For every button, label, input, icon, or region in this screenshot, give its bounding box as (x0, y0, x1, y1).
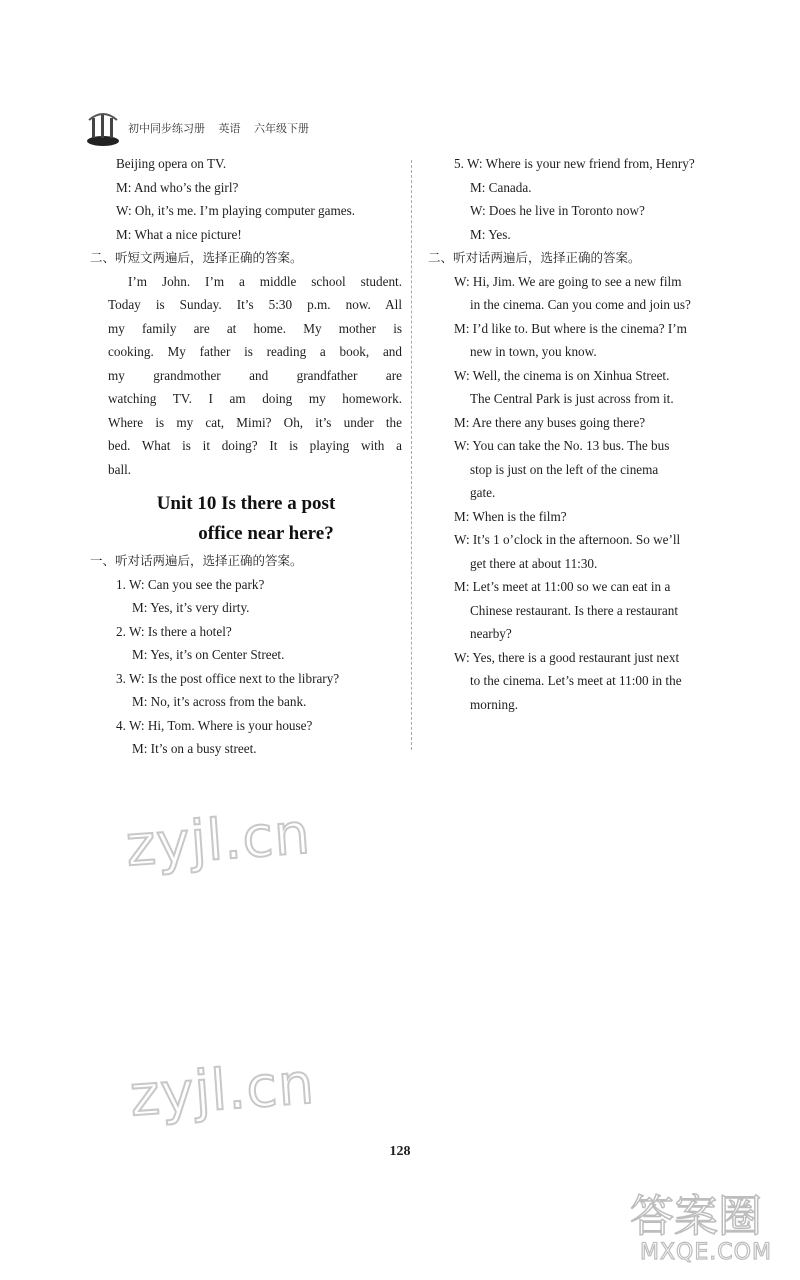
corner-logo-chars: 答案圈 (630, 1191, 762, 1242)
passage (90, 270, 402, 482)
unit-title: Unit 10 Is there a post (156, 493, 336, 514)
conversation-line: W: Well, the cinema is on Xinhua Street. (454, 367, 670, 383)
passage-line: my family are at home. My mother is (108, 320, 402, 336)
answer-line: M: No, it’s across from the bank. (132, 694, 307, 709)
answer-line: M: Yes. (470, 226, 511, 242)
conversation-line: gate. (470, 485, 496, 500)
dialogue-line: M: What a nice picture! (116, 226, 242, 242)
header-subject: 英语 (218, 122, 241, 135)
answer-line: M: It’s on a busy street. (132, 741, 257, 756)
conversation-line: W: You can take the No. 13 bus. The bus (454, 438, 670, 453)
section-heading: 二、听对话两遍后，选择正确的答案。 (428, 250, 641, 265)
answer-line: W: Does he live in Toronto now? (470, 203, 645, 218)
dialogue-line: W: Oh, it’s me. I’m playing computer games. (116, 203, 356, 218)
conversation-line: to the cinema. Let’s meet at 11:00 in the (470, 673, 682, 688)
conversation-line: W: It’s 1 o’clock in the afternoon. So we’ll (454, 532, 681, 547)
conversation-line: stop is just on the left of the cinema (470, 461, 659, 477)
passage-line: my grandmother and grandfather are (108, 367, 402, 383)
question-line: 3. W: Is the post office next to the library? (116, 670, 340, 686)
question-line: 5. W: Where is your new friend from, Henry? (454, 156, 695, 171)
question-line: 4. W: Hi, Tom. Where is your house? (116, 717, 313, 733)
header-grade: 六年级下册 (254, 122, 309, 135)
watermark: zyjl.cn (123, 801, 313, 880)
section-heading: 一、听对话两遍后，选择正确的答案。 (90, 553, 303, 568)
section-heading: 二、听短文两遍后，选择正确的答案。 (90, 250, 303, 265)
conversation-line: new in town, you know. (470, 344, 597, 359)
conversation-line: Chinese restaurant. Is there a restaurant (470, 602, 678, 618)
dialogue-line: Beijing opera on TV. (116, 156, 227, 171)
corner-logo-url: MXQE.COM (640, 1240, 772, 1265)
page-number: 128 (389, 1144, 411, 1159)
conversation-line: The Central Park is just across from it. (470, 391, 674, 406)
passage-line: cooking. My father is reading a book, and (108, 344, 402, 359)
passage-line: Today is Sunday. It’s 5:30 p.m. now. All (108, 297, 402, 312)
conversation-line: W: Yes, there is a good restaurant just next (454, 649, 680, 665)
conversation-line: nearby? (470, 626, 512, 641)
conversation-line: morning. (470, 696, 518, 712)
passage-line: bed. What is it doing? It is playing with a (108, 438, 402, 453)
column-divider (411, 160, 412, 750)
passage-line: watching TV. I am doing my homework. (108, 391, 402, 406)
header-text (128, 120, 319, 136)
conversation-line: M: Let’s meet at 11:00 so we can eat in a (454, 579, 671, 594)
conversation-line: W: Hi, Jim. We are going to see a new film (454, 273, 682, 289)
passage-line: I’m John. I’m a middle school student. (128, 273, 402, 289)
answer-line: M: Yes, it’s very dirty. (132, 600, 250, 615)
unit-title: office near here? (198, 523, 334, 544)
passage-line: Where is my cat, Mimi? Oh, it’s under the (108, 414, 402, 430)
question-line: 1. W: Can you see the park? (116, 576, 265, 592)
answer-line: M: Canada. (470, 179, 532, 195)
book-logo-icon (86, 108, 120, 148)
right-column (428, 152, 740, 716)
header-book-title: 初中同步练习册 (128, 122, 205, 135)
answer-line: M: Yes, it’s on Center Street. (132, 647, 285, 662)
conversation-line: M: I’d like to. But where is the cinema? I’m (454, 320, 687, 336)
watermark: zyjl.cn (127, 1051, 317, 1130)
dialogue-line: M: And who’s the girl? (116, 179, 239, 195)
conversation-line: M: When is the film? (454, 508, 567, 524)
conversation-line: in the cinema. Can you come and join us? (470, 297, 691, 312)
conversation-line: get there at about 11:30. (470, 555, 598, 571)
passage-line: ball. (108, 461, 132, 477)
corner-logo (600, 1180, 800, 1280)
question-line: 2. W: Is there a hotel? (116, 623, 232, 639)
conversation-line: M: Are there any buses going there? (454, 414, 646, 430)
page-header (86, 108, 386, 148)
left-column (90, 152, 402, 761)
conversation (428, 270, 740, 717)
